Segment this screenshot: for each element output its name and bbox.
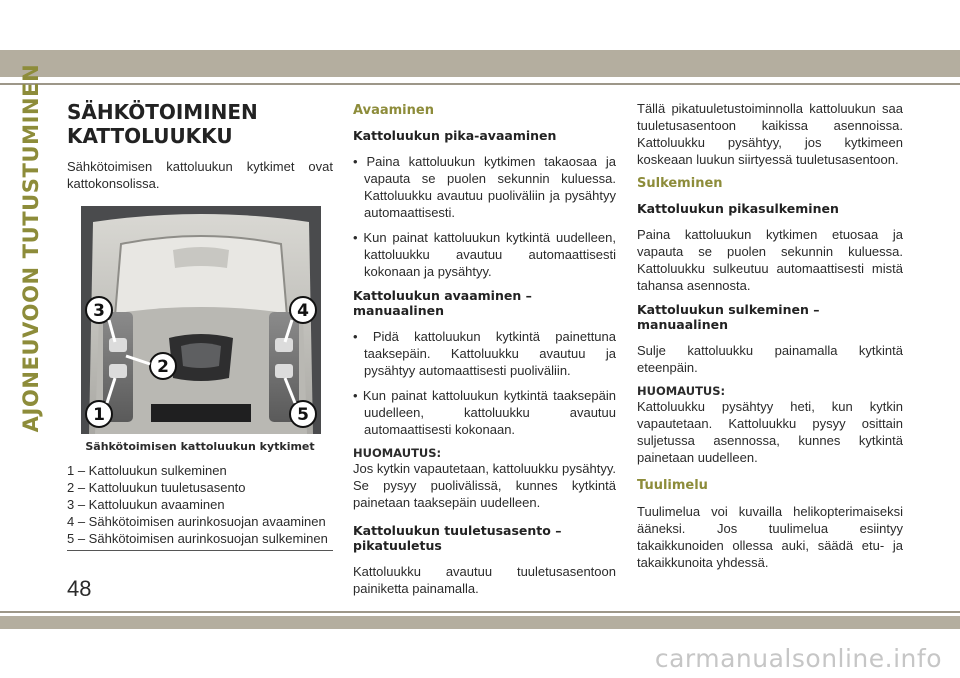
heading-manual-close: Kattoluukun sulkeminen – manuaalinen xyxy=(637,302,820,332)
footer-rule xyxy=(0,611,960,613)
column-1 xyxy=(67,100,333,551)
page-number: 48 xyxy=(67,576,92,601)
heading-manual-open: Kattoluukun avaaminen – manuaalinen xyxy=(353,288,532,318)
bullet-item: • Kun painat kattoluukun kytkintä taaksepäin uudelleen, kattoluukku avautuu automaattisesti kokonaan. xyxy=(353,388,616,437)
chapter-tab-label: AJONEUVOON TUTUSTUMINEN xyxy=(19,63,43,433)
page-title-line-1: SÄHKÖTOIMINEN xyxy=(67,100,258,124)
section-heading-buffeting: Tuulimelu xyxy=(637,478,708,493)
callout-1: 1 xyxy=(93,405,105,425)
column-3 xyxy=(637,100,903,579)
figure-legend xyxy=(67,463,333,551)
heading-quick-close: Kattoluukun pikasulkeminen xyxy=(637,201,839,216)
callout-2: 2 xyxy=(157,357,169,377)
bullet-item: • Paina kattoluukun kytkimen takaosaa ja vapauta se puolen sekunnin kuluessa. Kattoluukku avautuu puoliväliin ja pysähtyy automaattisesti. xyxy=(353,154,616,220)
legend-rule xyxy=(67,550,333,551)
section-heading-closing: Sulkeminen xyxy=(637,176,723,191)
note-text: Jos kytkin vapautetaan, kattoluukku pysähtyy. Se pysyy puolivälissä, kunnes kytkintä painetaan taaksepäin uudelleen. xyxy=(353,461,616,510)
sunroof-switch-photo xyxy=(81,206,321,434)
heading-vent-quick: Kattoluukun tuuletusasento – pikatuuletus xyxy=(353,523,562,553)
quick-close-paragraph: Paina kattoluukun kytkimen etuosaa ja vapauta se puolen sekunnin kuluessa. Kattoluukku sulkeutuu automaattisesti mistä tahansa asennosta. xyxy=(637,227,903,293)
page-title-line-2: KATTOLUUKKU xyxy=(67,124,233,148)
intro-paragraph: Sähkötoimisen kattoluukun kytkimet ovat kattokonsolissa. xyxy=(67,159,333,191)
page-title xyxy=(67,100,333,148)
legend-item: 3 – Kattoluukun avaaminen xyxy=(67,497,225,512)
section-heading-opening: Avaaminen xyxy=(353,103,434,118)
header-band xyxy=(0,50,960,77)
callout-4: 4 xyxy=(297,301,309,321)
bullet-item: • Pidä kattoluukun kytkintä painettuna taaksepäin. Kattoluukku avautuu ja pysähtyy automaattisesti puoliväliin. xyxy=(353,329,616,378)
figure-caption: Sähkötoimisen kattoluukun kytkimet xyxy=(85,440,315,453)
chapter-tab xyxy=(8,63,54,433)
vent-continued-paragraph: Tällä pikatuuletustoiminnolla kattoluukun saa tuuletusasentoon kaikissa asennoissa. Kattoluukku pysähtyy, jos kytkimeen koskeaan luukun siirtyessä tuuletusasentoon. xyxy=(637,101,903,167)
note-label: HUOMAUTUS: xyxy=(637,384,726,398)
manual-close-paragraph: Sulje kattoluukku painamalla kytkintä eteenpäin. xyxy=(637,343,903,375)
heading-quick-open: Kattoluukun pika-avaaminen xyxy=(353,128,557,143)
header-rule xyxy=(0,83,960,85)
vent-quick-paragraph: Kattoluukku avautuu tuuletusasentoon painiketta painamalla. xyxy=(353,564,616,596)
note-text: Kattoluukku pysähtyy heti, kun kytkin vapautetaan. Kattoluukku pysyy osittain suljetussa asennossa, kunnes kytkintä painetaan uudelleen. xyxy=(637,399,903,465)
legend-item: 1 – Kattoluukun sulkeminen xyxy=(67,463,227,478)
legend-item: 5 – Sähkötoimisen aurinkosuojan sulkeminen xyxy=(67,531,328,546)
callout-3: 3 xyxy=(93,301,105,321)
overhead-console-illustration xyxy=(81,206,321,434)
note-label: HUOMAUTUS: xyxy=(353,446,442,460)
buffeting-paragraph: Tuulimelua voi kuvailla helikopterimaiseksi ääneksi. Jos tuulimelua esiintyy takaikkunoiden ollessa auki, säädä etu- ja takaikkunoita yhdessä. xyxy=(637,504,903,570)
legend-item: 2 – Kattoluukun tuuletusasento xyxy=(67,480,246,495)
bullet-item: • Kun painat kattoluukun kytkintä uudelleen, kattoluukku avautuu automaattisesti kokonaan ja pysähtyy. xyxy=(353,230,616,279)
watermark: carmanualsonline.info xyxy=(654,644,942,673)
column-2 xyxy=(353,100,616,605)
legend-item: 4 – Sähkötoimisen aurinkosuojan avaaminen xyxy=(67,514,326,529)
callout-5: 5 xyxy=(297,405,309,425)
footer-band xyxy=(0,616,960,629)
